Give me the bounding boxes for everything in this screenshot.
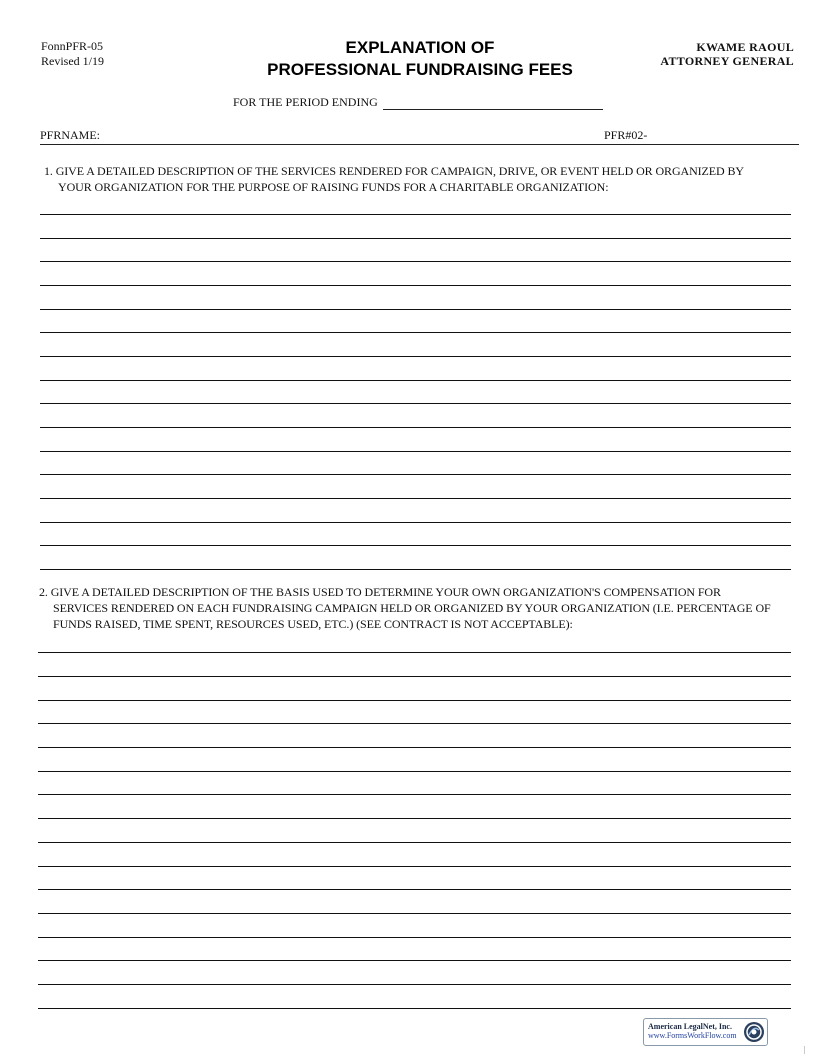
question-1-line-2: YOUR ORGANIZATION FOR THE PURPOSE OF RAISING FUNDS FOR A CHARITABLE ORGANIZATION:: [58, 180, 609, 194]
answer-line[interactable]: [38, 889, 791, 890]
answer-line[interactable]: [38, 1008, 791, 1009]
answer-line[interactable]: [40, 356, 791, 357]
answer-line[interactable]: [40, 427, 791, 428]
logo-company-name: American LegalNet, Inc.: [648, 1022, 732, 1031]
answer-line[interactable]: [40, 569, 791, 570]
question-1: [44, 163, 784, 195]
logo-url: www.FormsWorkFlow.com: [648, 1031, 737, 1040]
globe-swirl-icon: [743, 1021, 765, 1043]
corner-mark: [804, 1046, 806, 1054]
answer-line[interactable]: [40, 238, 791, 239]
revision-date: Revised 1/19: [41, 54, 104, 68]
answer-line[interactable]: [40, 309, 791, 310]
american-legalnet-logo[interactable]: [643, 1018, 768, 1046]
pfr-info-row: [40, 128, 799, 145]
answer-line[interactable]: [40, 474, 791, 475]
answer-line[interactable]: [38, 723, 791, 724]
answer-line[interactable]: [38, 700, 791, 701]
question-2-line-3: FUNDS RAISED, TIME SPENT, RESOURCES USED, ETC.) (SEE CONTRACT IS NOT ACCEPTABLE):: [53, 617, 573, 631]
answer-line[interactable]: [40, 332, 791, 333]
form-identifier: [41, 39, 104, 69]
period-ending-field[interactable]: [383, 95, 603, 110]
title-line-1: EXPLANATION OF: [345, 38, 495, 57]
answer-line[interactable]: [38, 676, 791, 677]
answer-line[interactable]: [40, 451, 791, 452]
answer-line[interactable]: [38, 818, 791, 819]
answer-line[interactable]: [40, 498, 791, 499]
question-2-line-2: SERVICES RENDERED ON EACH FUNDRAISING CAMPAIGN HELD OR ORGANIZED BY YOUR ORGANIZATION (I.E. PERCENTAGE OF: [53, 601, 771, 615]
answer-line[interactable]: [40, 380, 791, 381]
answer-line[interactable]: [38, 771, 791, 772]
answer-line[interactable]: [38, 866, 791, 867]
pfr-name-label: PFRNAME:: [40, 128, 101, 142]
answer-line[interactable]: [40, 261, 791, 262]
title-line-2: PROFESSIONAL FUNDRAISING FEES: [267, 60, 573, 79]
answer-line[interactable]: [40, 285, 791, 286]
answer-line[interactable]: [40, 403, 791, 404]
answer-line[interactable]: [38, 913, 791, 914]
question-2: [39, 584, 799, 632]
ag-title: ATTORNEY GENERAL: [660, 54, 794, 68]
answer-line[interactable]: [40, 545, 791, 546]
period-ending-label: FOR THE PERIOD ENDING: [233, 95, 378, 109]
answer-line[interactable]: [38, 937, 791, 938]
period-ending-row: [233, 95, 603, 110]
form-number: FonnPFR-05: [41, 39, 104, 53]
answer-line[interactable]: [38, 960, 791, 961]
pfr-number-label: PFR#02-: [604, 128, 648, 142]
answer-line[interactable]: [38, 842, 791, 843]
page-title: [220, 37, 620, 81]
answer-line[interactable]: [38, 747, 791, 748]
answer-line[interactable]: [38, 794, 791, 795]
question-2-line-1: 2. GIVE A DETAILED DESCRIPTION OF THE BASIS USED TO DETERMINE YOUR OWN ORGANIZATION'S COMPENSATION FOR: [39, 585, 721, 599]
attorney-general-block: [660, 40, 794, 68]
answer-line[interactable]: [40, 214, 791, 215]
answer-line[interactable]: [40, 522, 791, 523]
ag-name: KWAME RAOUL: [696, 40, 794, 54]
question-1-line-1: 1. GIVE A DETAILED DESCRIPTION OF THE SERVICES RENDERED FOR CAMPAIGN, DRIVE, OR EVENT HELD OR ORGANIZED BY: [44, 164, 744, 178]
answer-line[interactable]: [38, 652, 791, 653]
answer-line[interactable]: [38, 984, 791, 985]
